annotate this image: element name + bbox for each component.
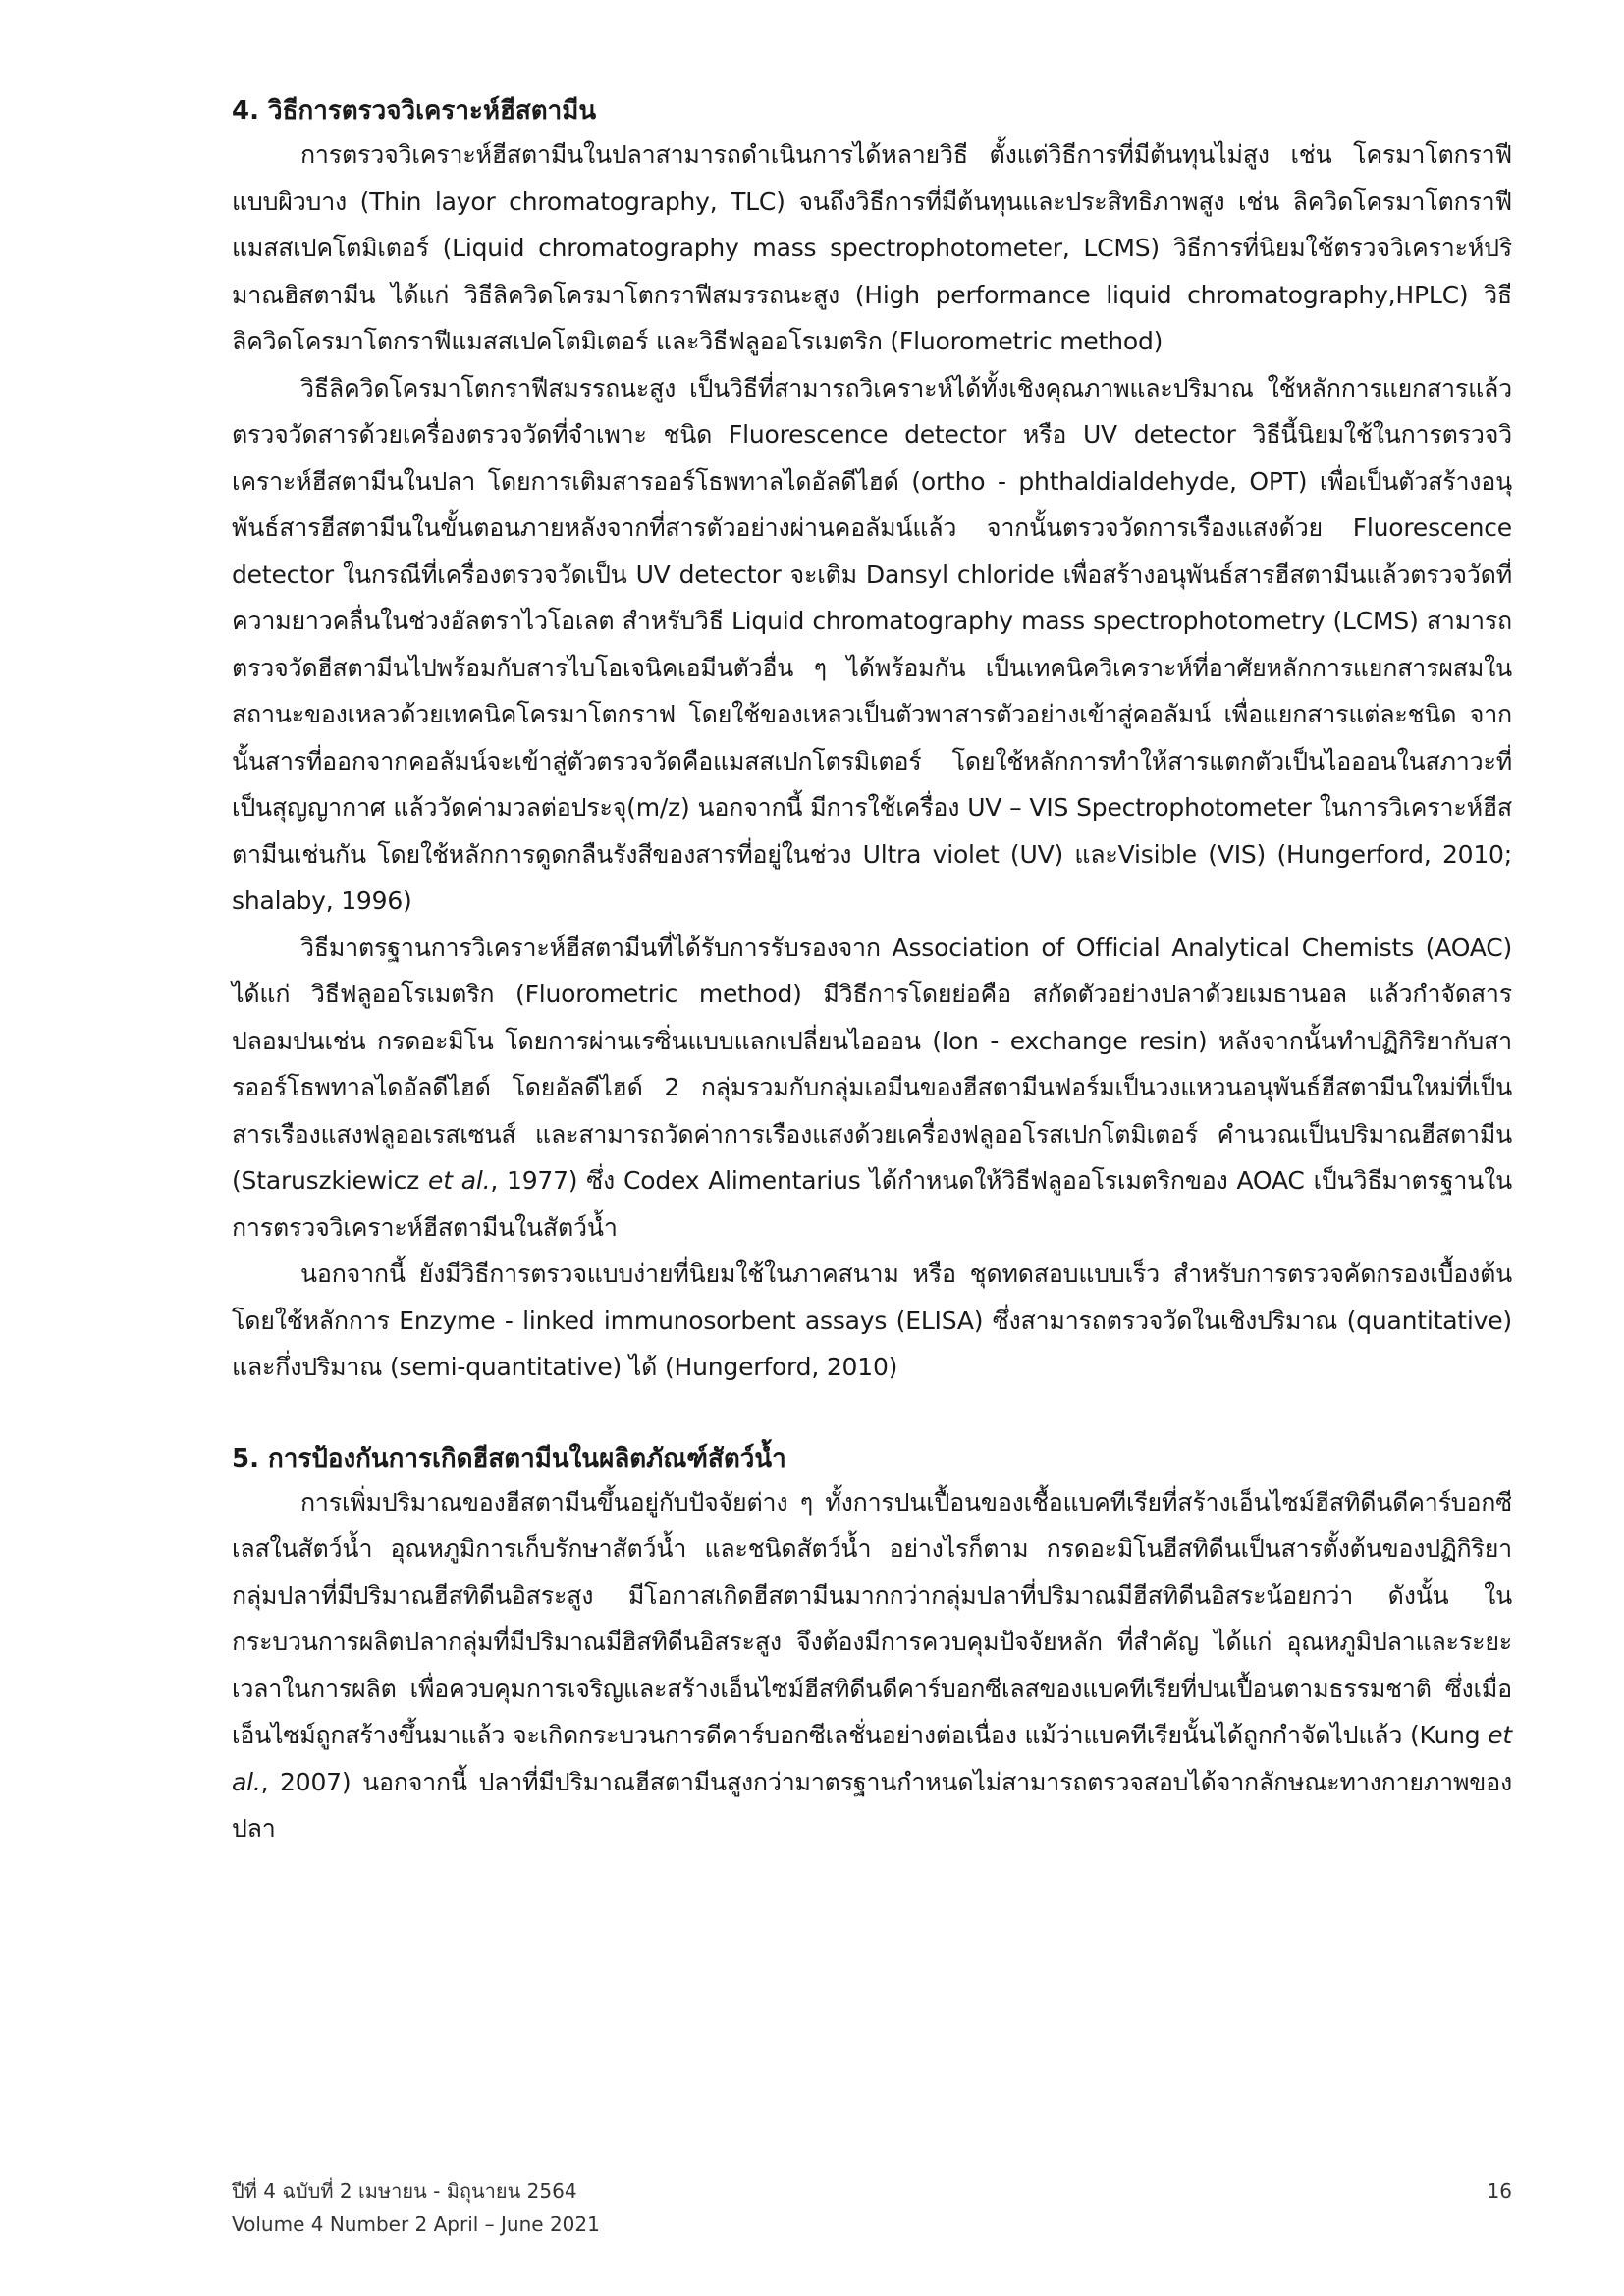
- section-gap: [232, 1391, 1512, 1438]
- section-5-paragraph-1-tail: , 2007) นอกจากนี้ ปลาที่มีปริมาณฮีสตามีนสูงกว่ามาตรฐานกำหนดไม่สามารถตรวจสอบได้จากลักษณะทางกายภาพของปลา: [232, 1767, 1512, 1842]
- page-number: 16: [1487, 2179, 1512, 2203]
- issue-thai: ปีที่ 4 ฉบับที่ 2 เมษายน - มิถุนายน 2564: [232, 2179, 577, 2203]
- section-4-title: 4. วิธีการตรวจวิเคราะห์ฮีสตามีน: [232, 96, 597, 126]
- journal-issue-info: [232, 2174, 600, 2241]
- section-4-paragraph-4: นอกจากนี้ ยังมีวิธีการตรวจแบบง่ายที่นิยมใช้ในภาคสนาม หรือ ชุดทดสอบแบบเร็ว สำหรับการตรวจคัดกรองเบื้องต้น โดยใช้หลักการ Enzyme - linked immunosorbent assays (ELISA) ซึ่งสามารถตรวจวัดในเชิงปริมาณ (quantitative) และกึ่งปริมาณ (semi-quantitative) ได้ (Hungerford, 2010): [232, 1259, 1512, 1381]
- section-5-paragraph-1-text: การเพิ่มปริมาณของฮีสตามีนขึ้นอยู่กับปัจจัยต่าง ๆ ทั้งการปนเปื้อนของเชื้อแบคทีเรียที่สร้างเอ็นไซม์ฮีสทิดีนดีคาร์บอกซีเลสในสัตว์น้ำ อุณหภูมิการเก็บรักษาสัตว์น้ำ และชนิดสัตว์น้ำ อย่างไรก็ตาม กรดอะมิโนฮีสทิดีนเป็นสารตั้งต้นของปฏิกิริยา กลุ่มปลาที่มีปริมาณฮีสทิดีนอิสระสูง มีโอกาสเกิดฮีสตามีนมากกว่ากลุ่มปลาที่ปริมาณมีฮีสทิดีนอิสระน้อยกว่า ดังนั้น ในกระบวนการผลิตปลากลุ่มที่มีปริมาณมีฮิสทิดีนอิสระสูง จึงต้องมีการควบคุมปัจจัยหลัก ที่สำคัญ ได้แก่ อุณหภูมิปลาและระยะเวลาในการผลิต เพื่อควบคุมการเจริญและสร้างเอ็นไซม์ฮีสทิดีนดีคาร์บอกซีเลสของแบคทีเรียที่ปนเปื้อนตามธรรมชาติ ซึ่งเมื่อเอ็นไซม์ถูกสร้างขึ้นมาแล้ว จะเกิดกระบวนการดีคาร์บอกซีเลชั่นอย่างต่อเนื่อง แม้ว่าแบคทีเรียนั้นได้ถูกกำจัดไปแล้ว (Kung: [232, 1487, 1512, 1749]
- section-5-title: 5. การป้องกันการเกิดฮีสตามีนในผลิตภัณฑ์สัตว์น้ำ: [232, 1443, 786, 1473]
- citation-et-al: et al.: [232, 1721, 1512, 1796]
- page-footer: [232, 2174, 1512, 2241]
- section-4-paragraph-2: วิธีลิควิดโครมาโตกราฟีสมรรถนะสูง เป็นวิธีที่สามารถวิเคราะห์ได้ทั้งเชิงคุณภาพและปริมาณ ใช้หลักการแยกสารแล้วตรวจวัดสารด้วยเครื่องตรวจวัดที่จำเพาะ ชนิด Fluorescence detector หรือ UV detector วิธีนี้นิยมใช้ในการตรวจวิเคราะห์ฮีสตามีนในปลา โดยการเติมสารออร์โธพทาลไดอัลดีไฮด์ (ortho - phthaldialdehyde, OPT) เพื่อเป็นตัวสร้างอนุพันธ์สารฮีสตามีนในขั้นตอนภายหลังจากที่สารตัวอย่างผ่านคอลัมน์แล้ว จากนั้นตรวจวัดการเรืองแสงด้วย Fluorescence detector ในกรณีที่เครื่องตรวจวัดเป็น UV detector จะเติม Dansyl chloride เพื่อสร้างอนุพันธ์สารฮีสตามีนแล้วตรวจวัดที่ความยาวคลื่นในช่วงอัลตราไวโอเลต สำหรับวิธี Liquid chromatography mass spectrophotometry (LCMS) สามารถตรวจวัดฮีสตามีนไปพร้อมกับสารไบโอเจนิคเอมีนตัวอื่น ๆ ได้พร้อมกัน เป็นเทคนิควิเคราะห์ที่อาศัยหลักการแยกสารผสมในสถานะของเหลวด้วยเทคนิคโครมาโตกราฟ โดยใช้ของเหลวเป็นตัวพาสารตัวอย่างเข้าสู่คอลัมน์ เพื่อแยกสารแต่ละชนิด จากนั้นสารที่ออกจากคอลัมน์จะเข้าสู่ตัวตรวจวัดคือแมสสเปกโตรมิเตอร์ โดยใช้หลักการทำให้สารแตกตัวเป็นไอออนในสภาวะที่เป็นสุญญากาศ แล้ววัดค่ามวลต่อประจุ(m/z) นอกจากนี้ มีการใช้เครื่อง UV – VIS Spectrophotometer ในการวิเคราะห์ฮีสตามีนเช่นกัน โดยใช้หลักการดูดกลืนรังสีของสารที่อยู่ในช่วง Ultra violet (UV) และVisible (VIS) (Hungerford, 2010; shalaby, 1996): [232, 373, 1512, 915]
- citation-et-al: et al.: [428, 1166, 491, 1195]
- page-body: [232, 90, 1512, 2152]
- section-4-paragraph-1: การตรวจวิเคราะห์ฮีสตามีนในปลาสามารถดำเนินการได้หลายวิธี ตั้งแต่วิธีการที่มีต้นทุนไม่สูง เช่น โครมาโตกราฟีแบบผิวบาง (Thin layor chromatography, TLC) จนถึงวิธีการที่มีต้นทุนและประสิทธิภาพสูง เช่น ลิควิดโครมาโตกราฟีแมสสเปคโตมิเตอร์ (Liquid chromatography mass spectrophotometer, LCMS) วิธีการที่นิยมใช้ตรวจวิเคราะห์ปริมาณฮิสตามีน ได้แก่ วิธีลิควิดโครมาโตกราฟีสมรรถนะสูง (High performance liquid chromatography,HPLC) วิธีลิควิดโครมาโตกราฟีแมสสเปคโตมิเตอร์ และวิธีฟลูออโรเมตริก (Fluorometric method): [232, 140, 1512, 355]
- issue-english: Volume 4 Number 2 April – June 2021: [232, 2213, 600, 2236]
- section-4-paragraph-3: [232, 925, 1512, 1252]
- section-5-paragraph-1: [232, 1479, 1512, 1852]
- section-4-paragraph-3-tail: , 1977) ซึ่ง Codex Alimentarius ได้กำหนดให้วิธีฟลูออโรเมตริกของ AOAC เป็นวิธีมาตรฐานในการตรวจวิเคราะห์ฮีสตามีนในสัตว์น้ำ: [232, 1166, 1512, 1242]
- section-4-paragraph-3-text: วิธีมาตรฐานการวิเคราะห์ฮีสตามีนที่ได้รับการรับรองจาก Association of Official Analytical Chemists (AOAC) ได้แก่ วิธีฟลูออโรเมตริก (Fluorometric method) มีวิธีการโดยย่อคือ สกัดตัวอย่างปลาด้วยเมธานอล แล้วกำจัดสารปลอมปนเช่น กรดอะมิโน โดยการผ่านเรซิ่นแบบแลกเปลี่ยนไอออน (Ion - exchange resin) หลังจากนั้นทำปฏิกิริยากับสารออร์โธพทาลไดอัลดีไฮด์ โดยอัลดีไฮด์ 2 กลุ่มรวมกับกลุ่มเอมีนของฮีสตามีนฟอร์มเป็นวงแหวนอนุพันธ์ฮีสตามีนใหม่ที่เป็นสารเรืองแสงฟลูออเรสเซนส์ และสามารถวัดค่าการเรืองแสงด้วยเครื่องฟลูออโรสเปกโตมิเตอร์ คำนวณเป็นปริมาณฮีสตามีน (Staruszkiewicz: [232, 933, 1512, 1195]
